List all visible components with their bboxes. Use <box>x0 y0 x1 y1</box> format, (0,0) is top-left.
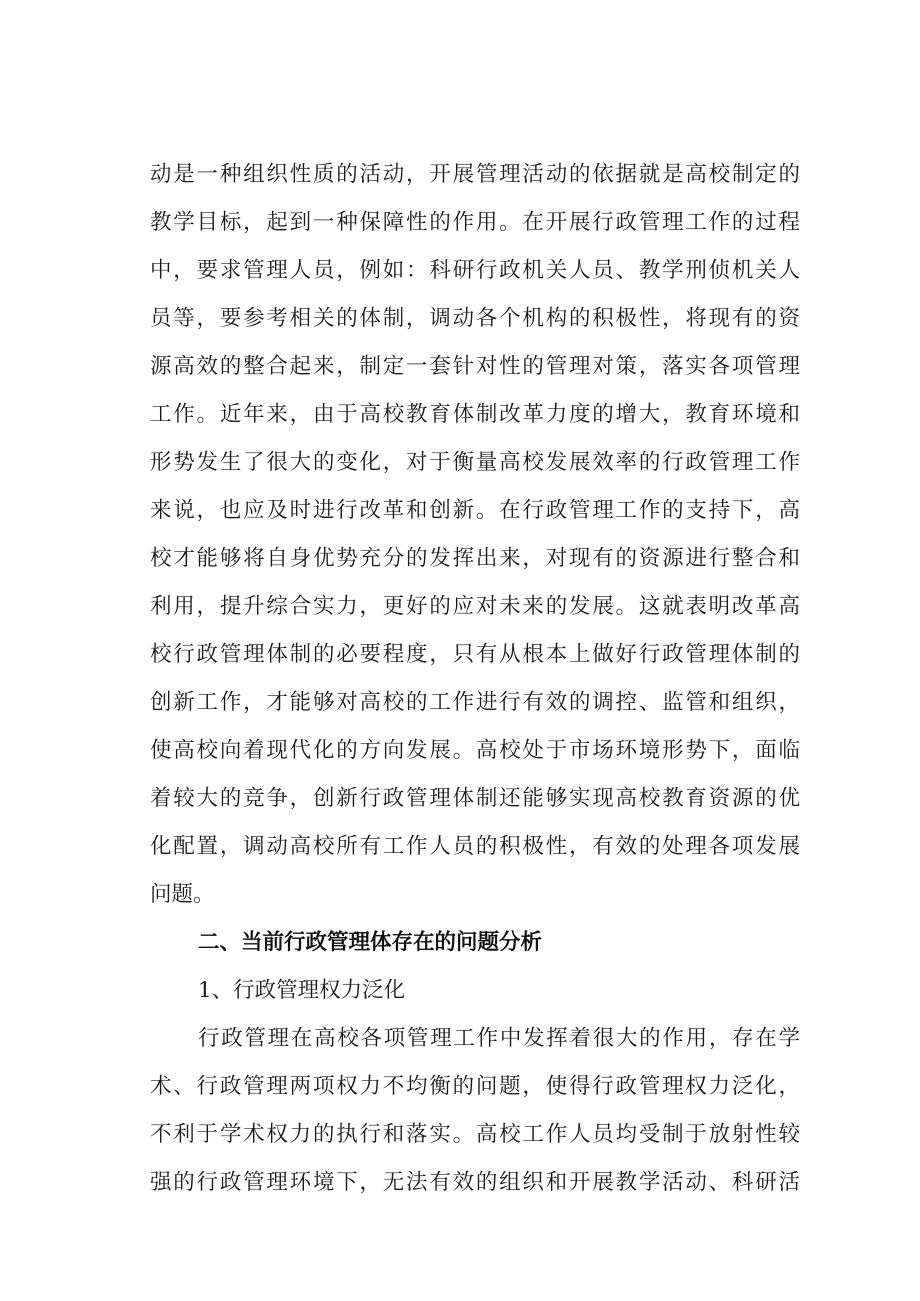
paragraph-line: 源高效的整合起来，制定一套针对性的管理对策，落实各项管理 <box>150 354 800 379</box>
paragraph-line: 术、行政管理两项权力不均衡的问题，使得行政管理权力泛化， <box>150 1074 800 1099</box>
paragraph-line: 强的行政管理环境下，无法有效的组织和开展教学活动、科研活 <box>150 1170 800 1195</box>
paragraph-line: 员等，要参考相关的体制，调动各个机构的积极性，将现有的资 <box>150 306 800 331</box>
paragraph-line: 教学目标，起到一种保障性的作用。在开展行政管理工作的过程 <box>150 210 800 235</box>
paragraph-line: 动是一种组织性质的活动，开展管理活动的依据就是高校制定的 <box>150 162 800 187</box>
paragraph-line: 行政管理在高校各项管理工作中发挥着很大的作用，存在学 <box>198 1026 800 1051</box>
paragraph-line: 利用，提升综合实力，更好的应对未来的发展。这就表明改革高 <box>150 594 800 619</box>
paragraph-line: 工作。近年来，由于高校教育体制改革力度的增大，教育环境和 <box>150 402 800 427</box>
paragraph-line: 形势发生了很大的变化，对于衡量高校发展效率的行政管理工作 <box>150 450 800 475</box>
paragraph-line: 化配置，调动高校所有工作人员的积极性，有效的处理各项发展 <box>150 834 800 859</box>
paragraph-line: 创新工作，才能够对高校的工作进行有效的调控、监管和组织， <box>150 690 800 715</box>
paragraph-line: 中，要求管理人员，例如：科研行政机关人员、教学刑侦机关人 <box>150 258 800 283</box>
paragraph-line: 校行政管理体制的必要程度，只有从根本上做好行政管理体制的 <box>150 642 800 667</box>
section-heading: 二、当前行政管理体存在的问题分析 <box>198 930 543 955</box>
paragraph-line: 着较大的竞争，创新行政管理体制还能够实现高校教育资源的优 <box>150 786 800 811</box>
paragraph-line: 问题。 <box>150 882 215 907</box>
subsection-heading: 1、行政管理权力泛化 <box>198 978 406 1003</box>
paragraph-line: 校才能够将自身优势充分的发挥出来，对现有的资源进行整合和 <box>150 546 800 571</box>
paragraph-line: 不利于学术权力的执行和落实。高校工作人员均受制于放射性较 <box>150 1122 800 1147</box>
paragraph-line: 使高校向着现代化的方向发展。高校处于市场环境形势下，面临 <box>150 738 800 763</box>
paragraph-line: 来说，也应及时进行改革和创新。在行政管理工作的支持下，高 <box>150 498 800 523</box>
